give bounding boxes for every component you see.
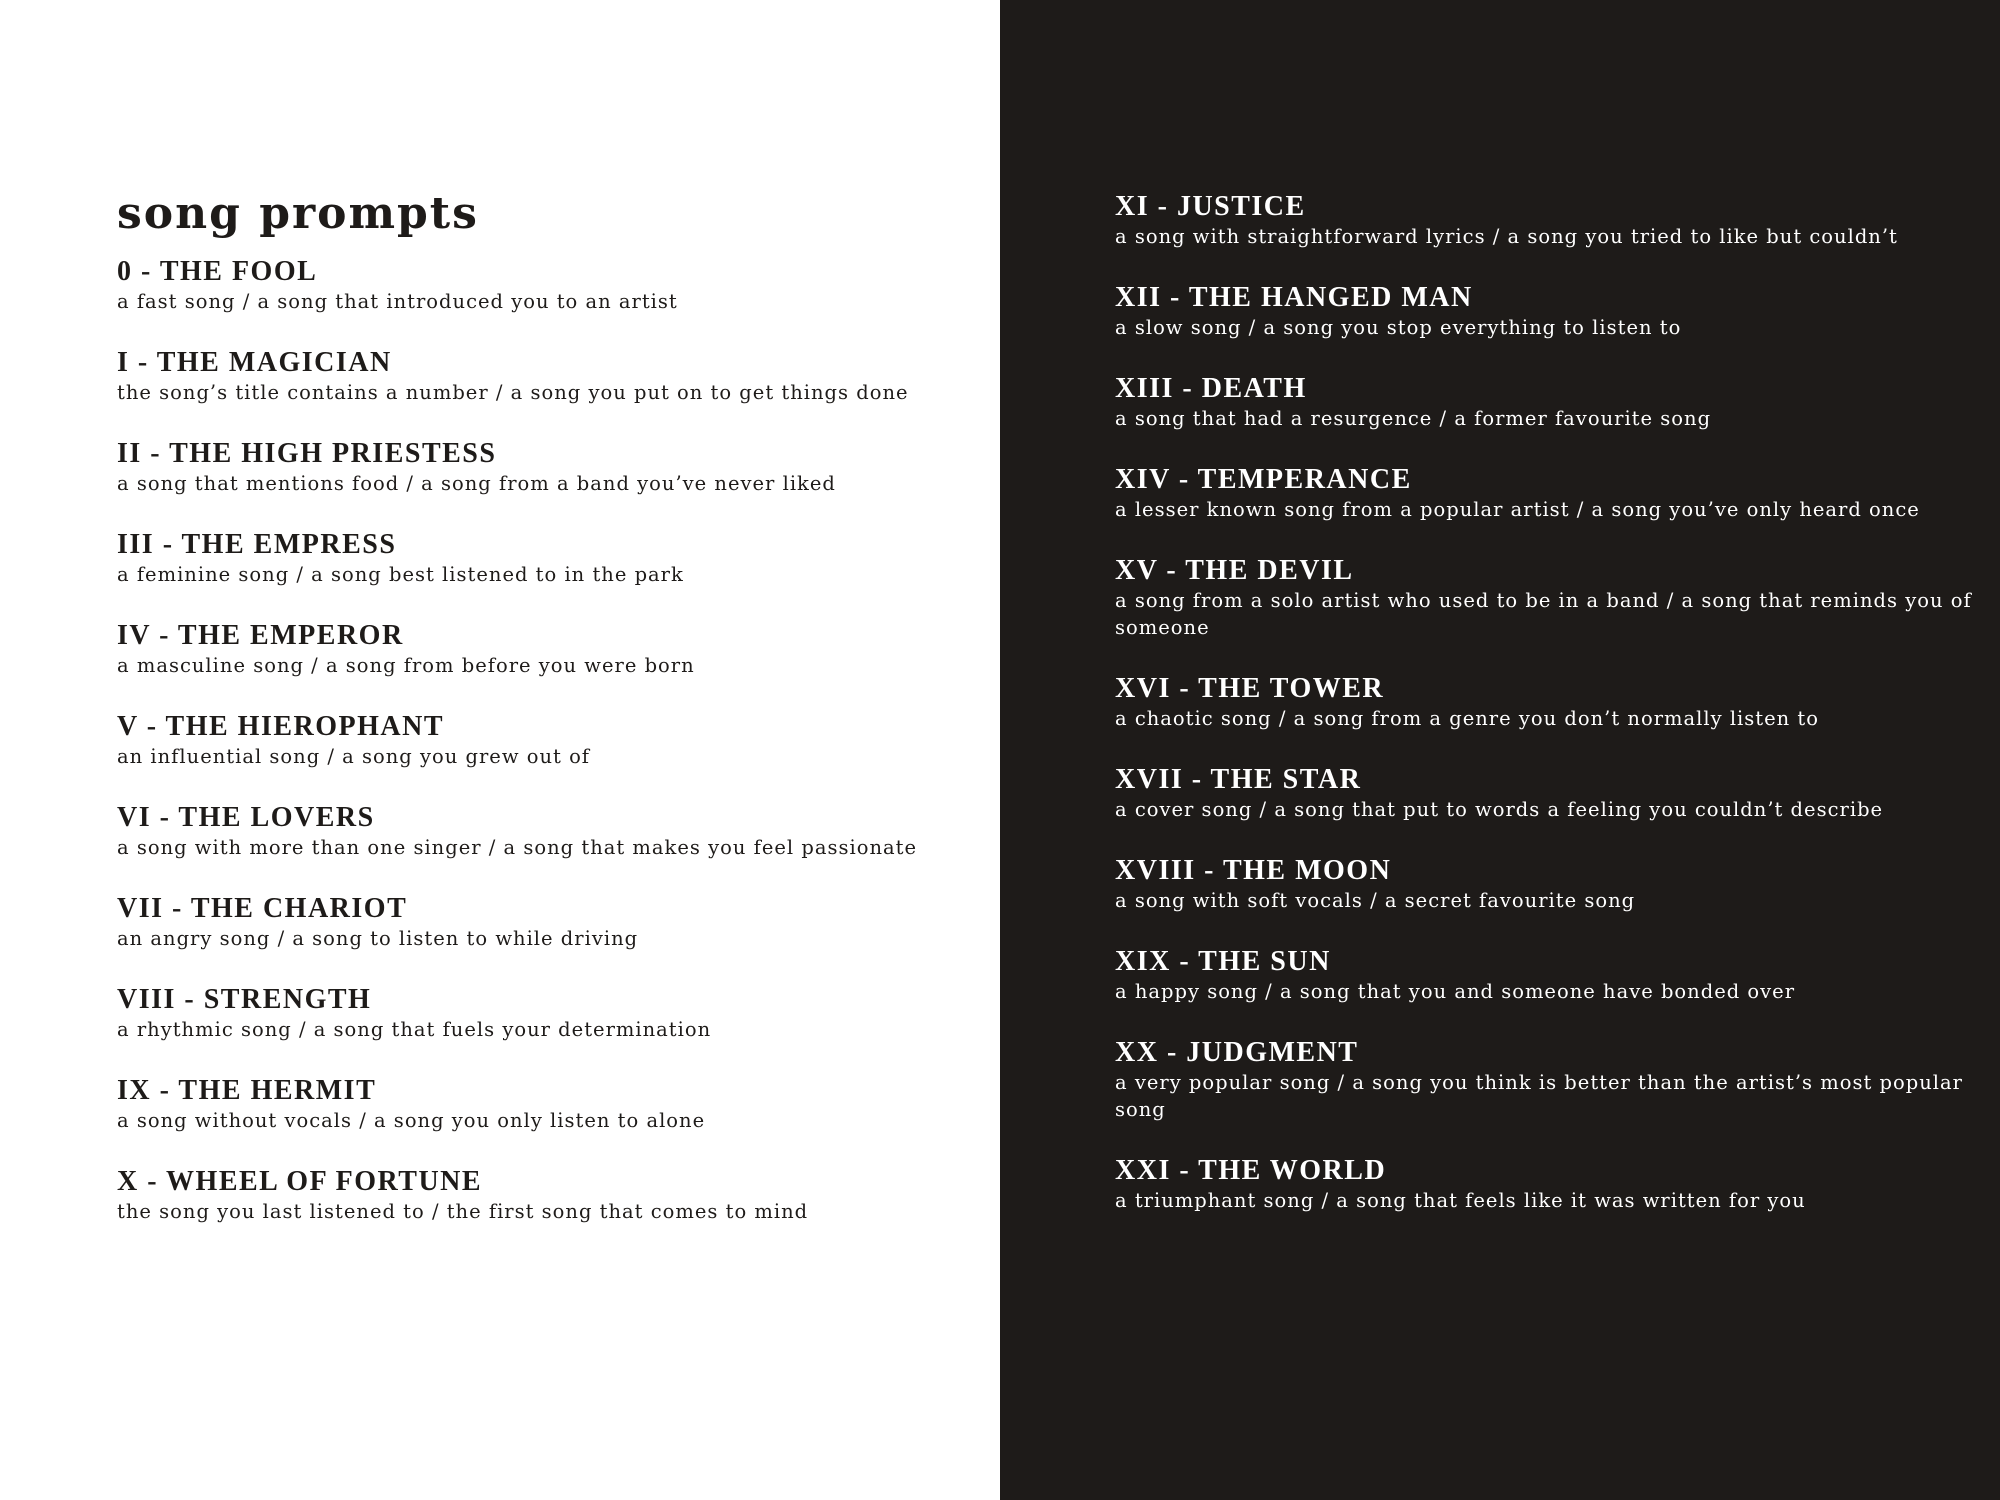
prompt-card-4 xyxy=(117,620,987,679)
prompt-description: a rhythmic song / a song that fuels your determination xyxy=(117,1018,712,1041)
prompt-description: a lesser known song from a popular artist / a song you’ve only heard once xyxy=(1115,498,1920,521)
prompt-title: I - THE MAGICIAN xyxy=(117,347,392,378)
prompt-description: the song’s title contains a number / a song you put on to get things done xyxy=(117,381,909,404)
prompt-description: an influential song / a song you grew out of xyxy=(117,745,591,768)
prompt-title: II - THE HIGH PRIESTESS xyxy=(117,438,497,469)
prompt-card-5 xyxy=(117,711,987,770)
page-title: song prompts xyxy=(117,188,479,239)
prompt-card-13 xyxy=(1115,373,1975,432)
prompt-title: VI - THE LOVERS xyxy=(117,802,375,833)
prompt-description: a feminine song / a song best listened to in the park xyxy=(117,563,684,586)
prompt-description: the song you last listened to / the first song that comes to mind xyxy=(117,1200,809,1223)
prompt-title: XVI - THE TOWER xyxy=(1115,673,1385,704)
prompt-title: XVII - THE STAR xyxy=(1115,764,1362,795)
prompt-title: IX - THE HERMIT xyxy=(117,1075,377,1106)
prompt-card-12 xyxy=(1115,282,1975,341)
prompt-title: XI - JUSTICE xyxy=(1115,191,1306,222)
prompt-description: a chaotic song / a song from a genre you don’t normally listen to xyxy=(1115,707,1820,730)
prompt-description: a masculine song / a song from before you were born xyxy=(117,654,695,677)
prompt-card-10 xyxy=(117,1166,987,1225)
prompt-title: X - WHEEL OF FORTUNE xyxy=(117,1166,483,1197)
prompt-description: a slow song / a song you stop everything to listen to xyxy=(1115,316,1682,339)
prompt-title: XIX - THE SUN xyxy=(1115,946,1331,977)
prompt-description: a cover song / a song that put to words a feeling you couldn’t describe xyxy=(1115,798,1884,821)
prompt-description: a triumphant song / a song that feels like it was written for you xyxy=(1115,1189,1806,1212)
prompt-card-2 xyxy=(117,438,987,497)
prompt-title: V - THE HIEROPHANT xyxy=(117,711,445,742)
prompt-description: a very popular song / a song you think is better than the artist’s most popular song xyxy=(1115,1071,1963,1121)
prompt-title: XVIII - THE MOON xyxy=(1115,855,1392,886)
prompt-title: XV - THE DEVIL xyxy=(1115,555,1354,586)
prompt-card-9 xyxy=(117,1075,987,1134)
prompt-card-8 xyxy=(117,984,987,1043)
prompt-description: a song from a solo artist who used to be in a band / a song that reminds you of someone xyxy=(1115,589,1972,639)
prompt-description: a happy song / a song that you and someone have bonded over xyxy=(1115,980,1796,1003)
prompt-card-7 xyxy=(117,893,987,952)
prompt-card-14 xyxy=(1115,464,1975,523)
prompt-title: XII - THE HANGED MAN xyxy=(1115,282,1473,313)
prompt-card-18 xyxy=(1115,855,1975,914)
prompt-description: a song with more than one singer / a song that makes you feel passionate xyxy=(117,836,918,859)
prompt-card-1 xyxy=(117,347,987,406)
prompt-card-3 xyxy=(117,529,987,588)
prompt-description: a song without vocals / a song you only listen to alone xyxy=(117,1109,706,1132)
prompt-title: XX - JUDGMENT xyxy=(1115,1037,1359,1068)
prompt-description: a song that mentions food / a song from a band you’ve never liked xyxy=(117,472,836,495)
left-column xyxy=(117,186,987,1225)
prompt-title: XXI - THE WORLD xyxy=(1115,1155,1387,1186)
prompt-title: IV - THE EMPEROR xyxy=(117,620,404,651)
prompt-description: an angry song / a song to listen to while driving xyxy=(117,927,639,950)
prompt-card-0 xyxy=(117,256,987,315)
prompt-description: a song that had a resurgence / a former favourite song xyxy=(1115,407,1712,430)
prompt-title: XIII - DEATH xyxy=(1115,373,1307,404)
prompt-card-16 xyxy=(1115,673,1975,732)
prompt-card-17 xyxy=(1115,764,1975,823)
prompt-card-11 xyxy=(1115,191,1975,250)
prompt-title: 0 - THE FOOL xyxy=(117,256,318,287)
prompt-card-20 xyxy=(1115,1037,1975,1123)
prompt-description: a song with straightforward lyrics / a song you tried to like but couldn’t xyxy=(1115,225,1898,248)
prompt-description: a song with soft vocals / a secret favourite song xyxy=(1115,889,1636,912)
prompt-title: III - THE EMPRESS xyxy=(117,529,397,560)
prompt-card-15 xyxy=(1115,555,1975,641)
right-column xyxy=(1115,191,1975,1214)
prompt-card-19 xyxy=(1115,946,1975,1005)
prompt-description: a fast song / a song that introduced you to an artist xyxy=(117,290,678,313)
prompt-title: XIV - TEMPERANCE xyxy=(1115,464,1412,495)
prompt-card-6 xyxy=(117,802,987,861)
prompt-title: VII - THE CHARIOT xyxy=(117,893,408,924)
prompt-title: VIII - STRENGTH xyxy=(117,984,372,1015)
prompt-card-21 xyxy=(1115,1155,1975,1214)
